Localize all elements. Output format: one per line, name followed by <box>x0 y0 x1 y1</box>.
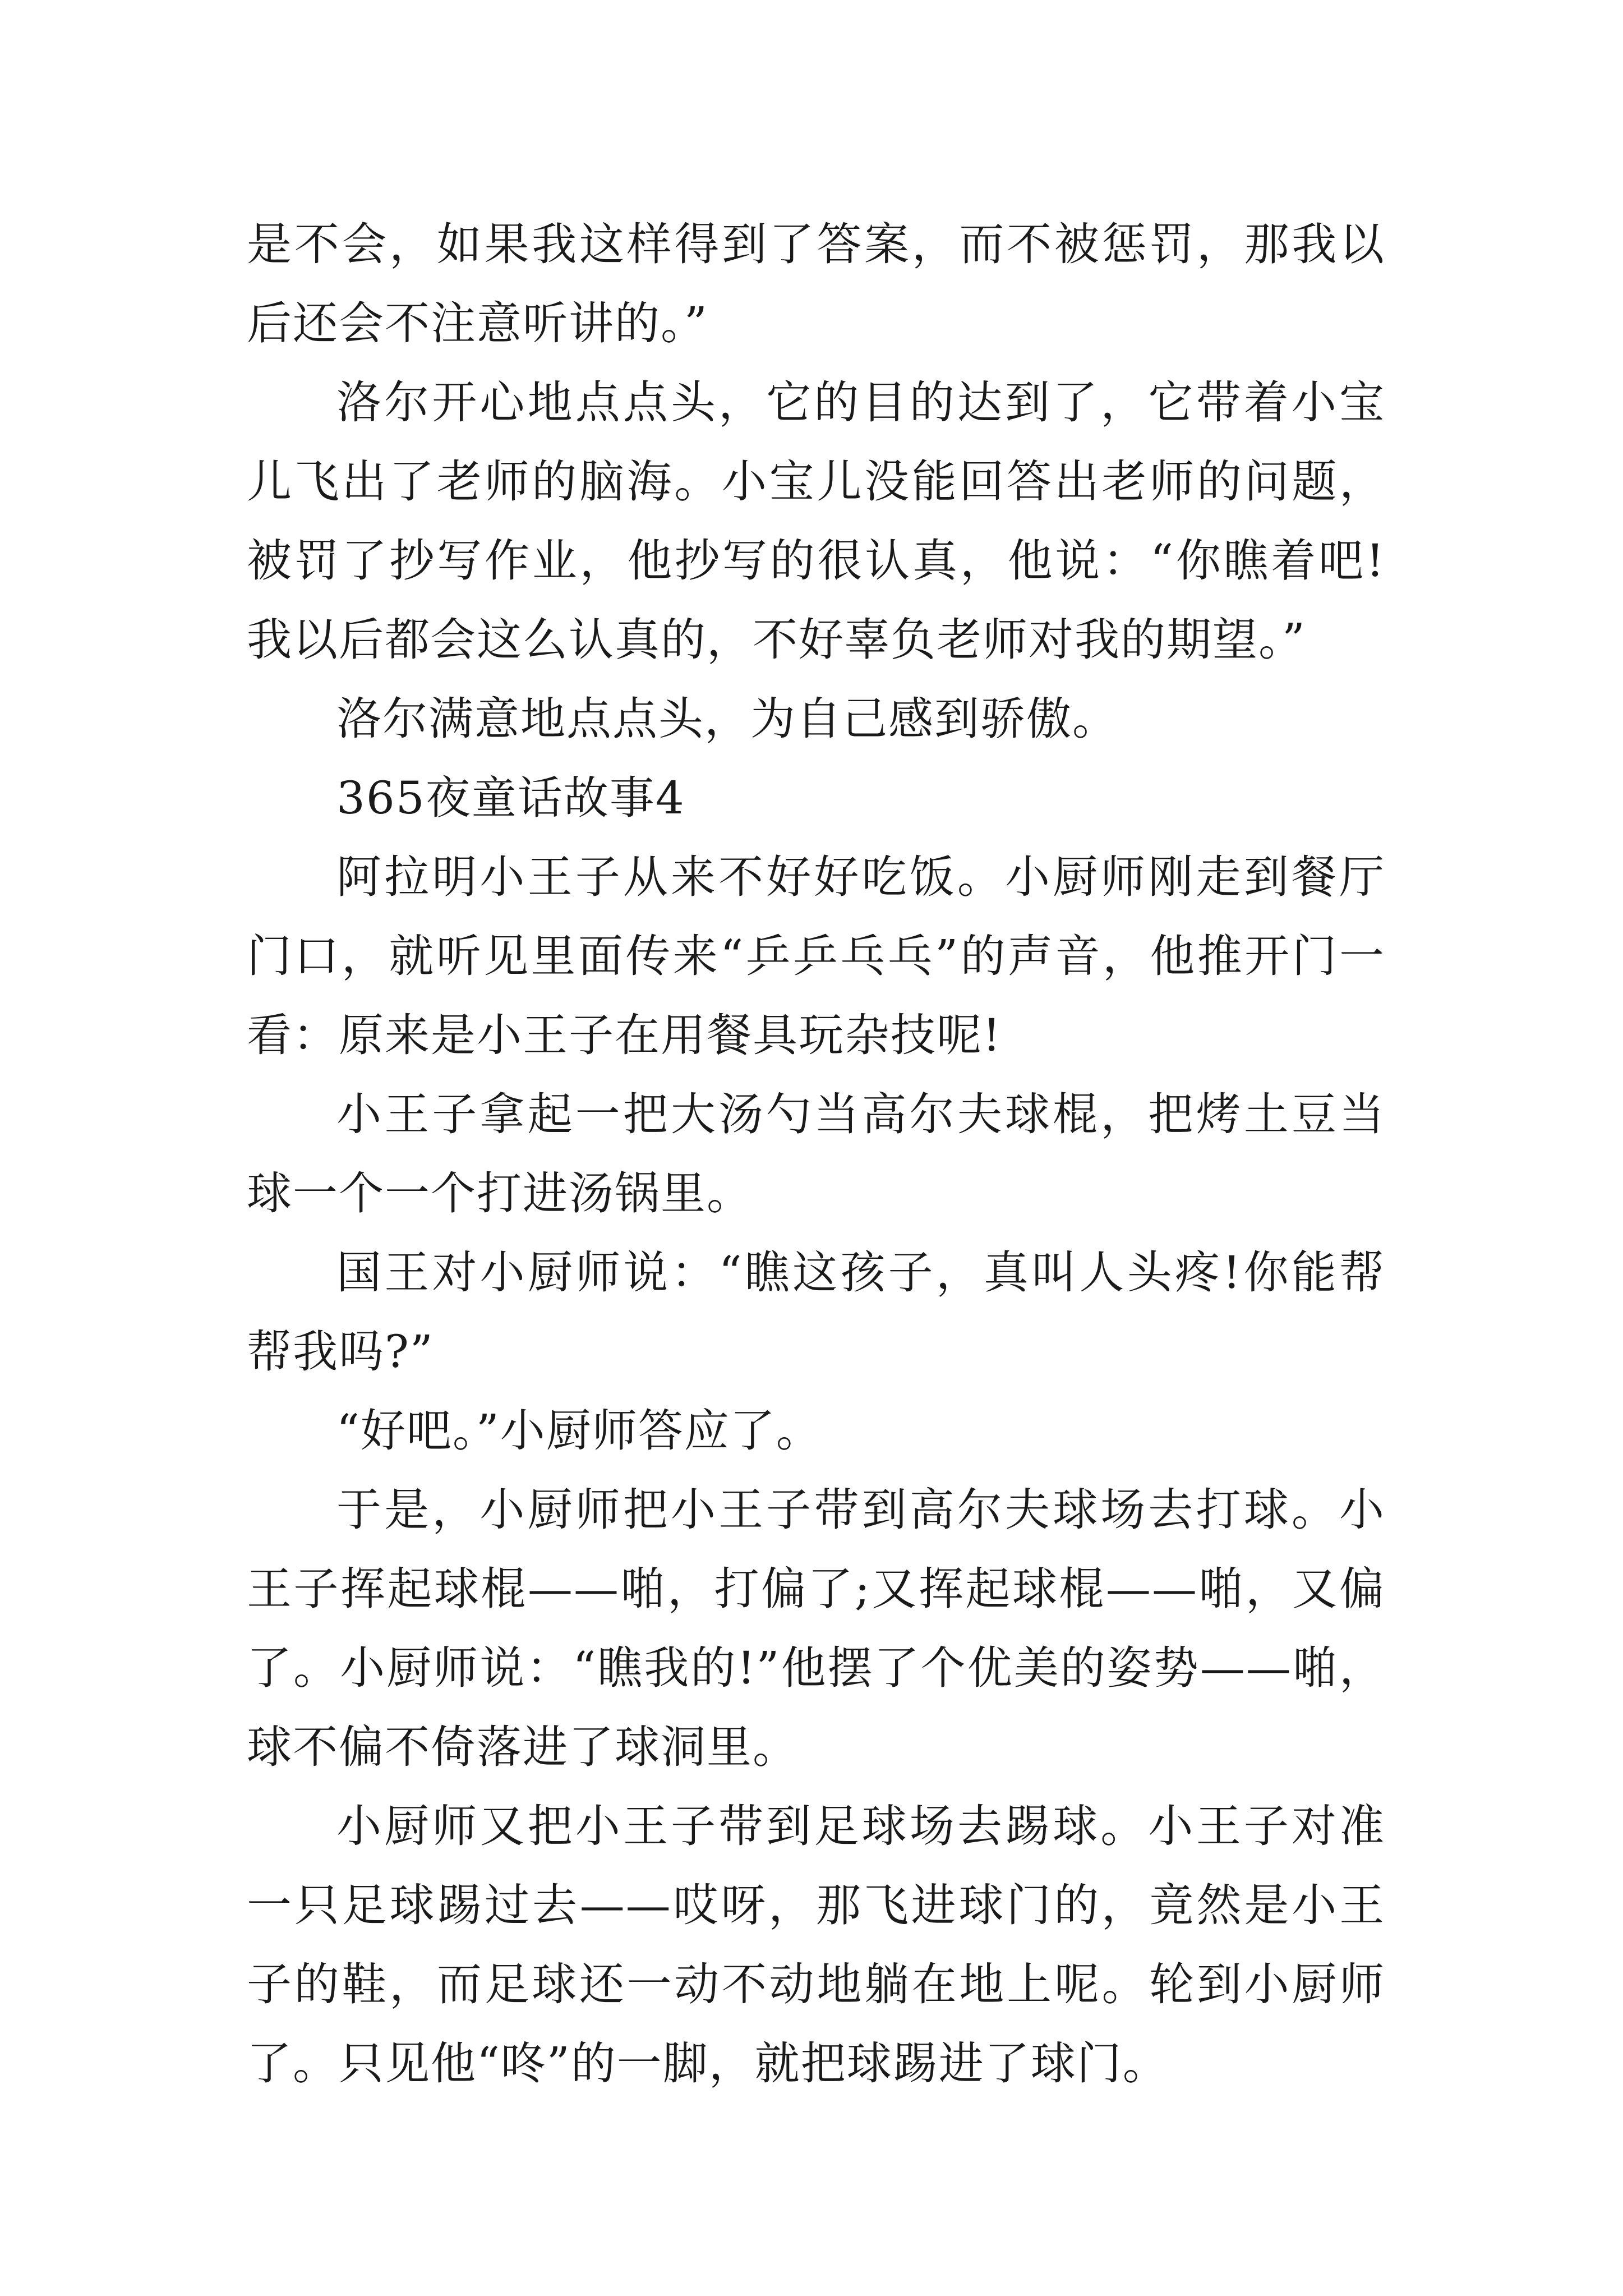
paragraph-7: “好吧。”小厨师答应了。 <box>336 1405 822 1457</box>
paragraph-3: 洛尔满意地点点头，为自己感到骄傲。 <box>336 693 1118 745</box>
paragraph-1: 是不会，如果我这样得到了答案，而不被惩罚，那我以后还会不注意听讲的。” <box>247 218 1385 349</box>
paragraph-5: 小王子拿起一把大汤勺当高尔夫球棍，把烤土豆当球一个一个打进汤锅里。 <box>247 1088 1385 1220</box>
story-heading: 365夜童话故事4 <box>336 772 685 824</box>
document-body <box>247 205 1385 2103</box>
paragraph-6: 国王对小厨师说：“瞧这孩子，真叫人头疼!你能帮帮我吗?” <box>247 1246 1385 1378</box>
paragraph-9: 小厨师又把小王子带到足球场去踢球。小王子对准一只足球踢过去——哎呀，那飞进球门的，竟然是小王子的鞋，而足球还一动不动地躺在地上呢。轮到小厨师了。只见他“咚”的一脚，就把球踢进了球门。 <box>247 1800 1385 2090</box>
paragraph-2: 洛尔开心地点点头，它的目的达到了，它带着小宝儿飞出了老师的脑海。小宝儿没能回答出老师的问题，被罚了抄写作业，他抄写的很认真，他说：“你瞧着吧!我以后都会这么认真的，不好辜负老师对我的期望。” <box>247 376 1385 666</box>
paragraph-8: 于是，小厨师把小王子带到高尔夫球场去打球。小王子挥起球棍——啪，打偏了;又挥起球棍——啪，又偏了。小厨师说：“瞧我的!”他摆了个优美的姿势——啪，球不偏不倚落进了球洞里。 <box>247 1484 1385 1773</box>
paragraph-4: 阿拉明小王子从来不好好吃饭。小厨师刚走到餐厅门口，就听见里面传来“乒乒乓乓”的声音，他推开门一看：原来是小王子在用餐具玩杂技呢! <box>247 851 1385 1061</box>
